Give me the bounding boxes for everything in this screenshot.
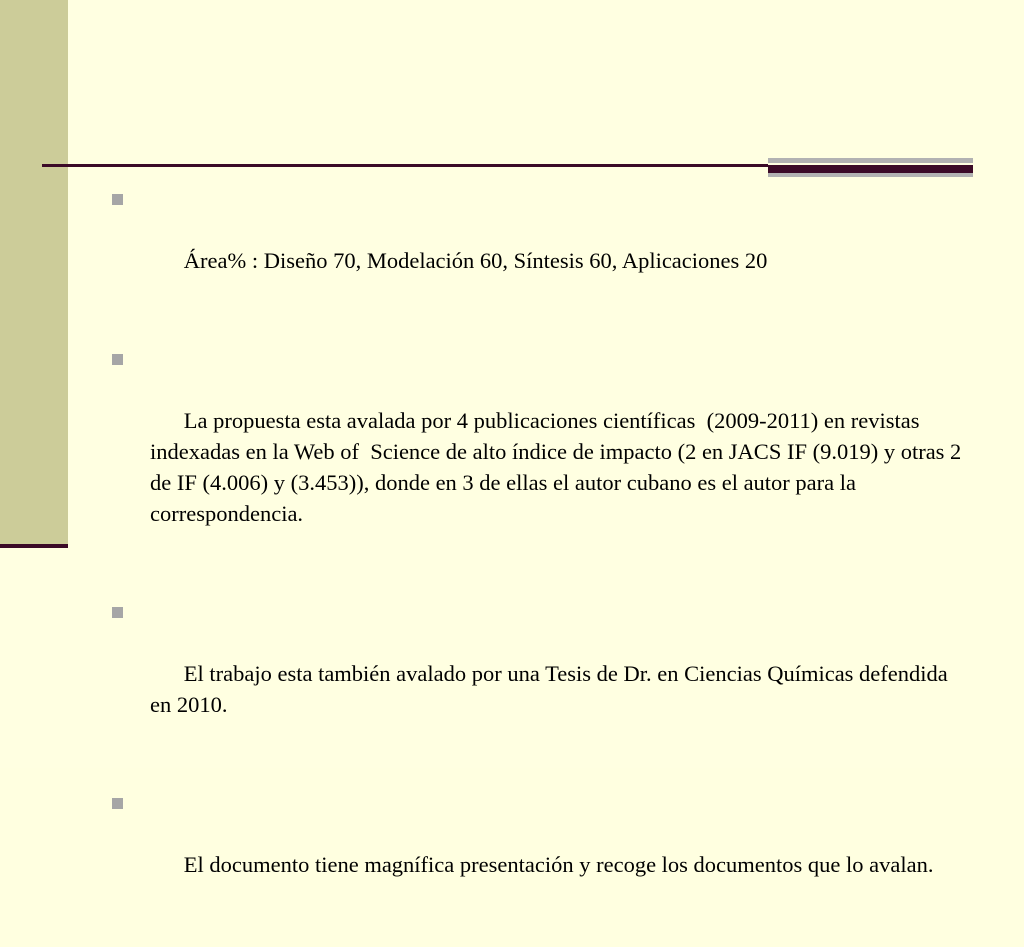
bullet-text: El documento tiene magnífica presentación y recoge los documentos que lo avalan. — [183, 852, 934, 877]
square-bullet-icon — [112, 607, 123, 618]
accent-bar — [768, 158, 973, 179]
square-bullet-icon — [112, 354, 123, 365]
left-band-rule — [0, 544, 68, 548]
square-bullet-icon — [112, 798, 123, 809]
bullet-item-area — [112, 183, 972, 307]
bullet-list — [112, 183, 972, 947]
square-bullet-icon — [112, 194, 123, 205]
accent-bar-stripe — [768, 165, 973, 173]
bullet-text: La propuesta esta avalada por 4 publicaciones científicas (2009-2011) en revistas indexadas en la Web of Science de alto índice de impacto (2 en JACS IF (9.019) y otras 2 de IF (4.006) y (3.453)), donde en 3 de ellas el autor cubano es el autor para la correspondencia. — [150, 408, 967, 526]
bullet-item-document — [112, 787, 972, 911]
bullet-text: Área% : Diseño 70, Modelación 60, Síntesis 60, Aplicaciones 20 — [183, 248, 768, 273]
left-decorative-band — [0, 0, 68, 546]
bullet-item-publications — [112, 343, 972, 560]
bullet-item-thesis — [112, 596, 972, 751]
bullet-text: El trabajo esta también avalado por una Tesis de Dr. en Ciencias Químicas defendida en 2010. — [150, 661, 954, 717]
